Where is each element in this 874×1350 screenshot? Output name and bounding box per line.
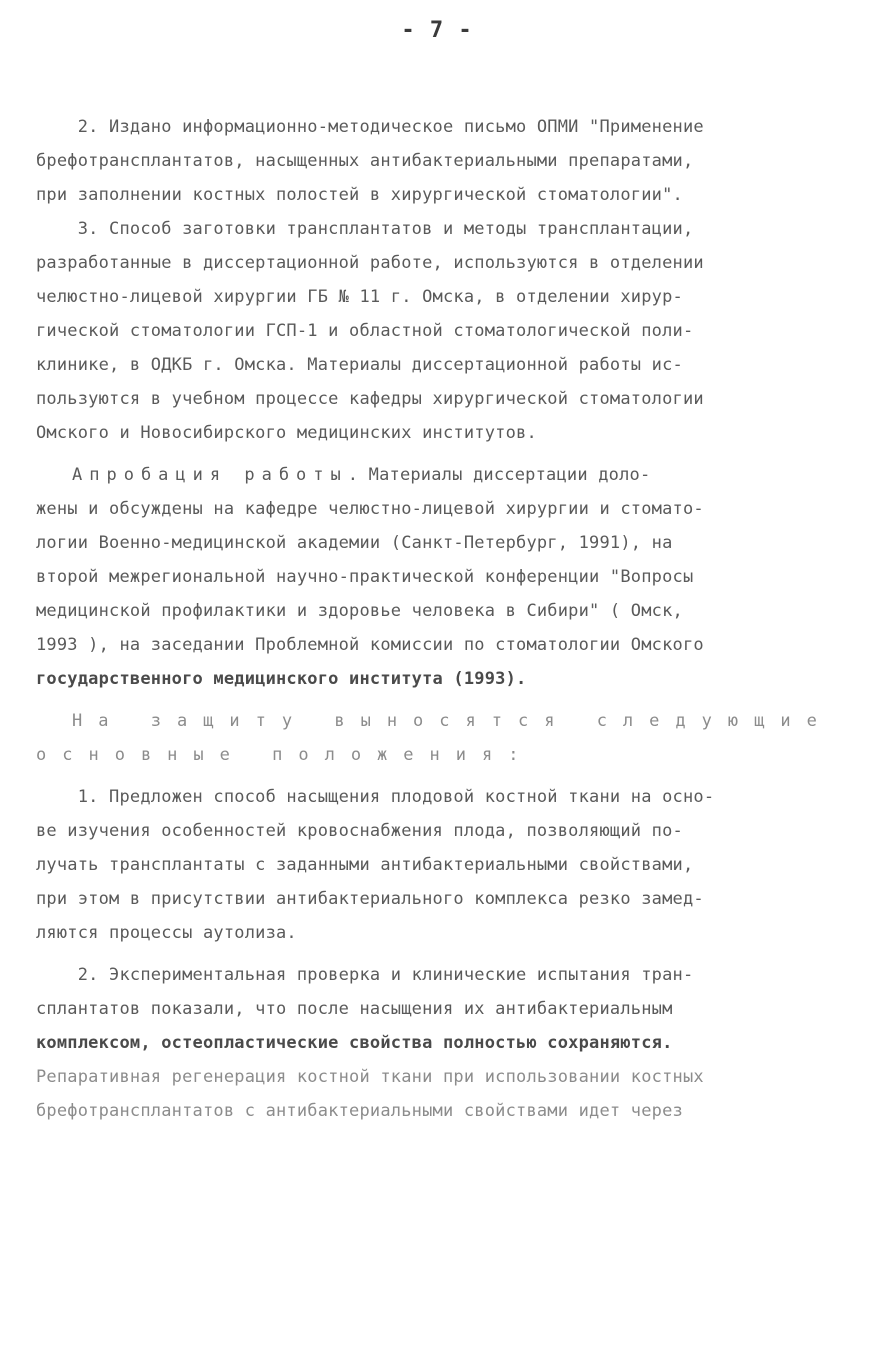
text-line bbox=[36, 458, 846, 492]
text-line: ляются процессы аутолиза. bbox=[36, 923, 297, 943]
text-line: Омского и Новосибирского медицинских институтов. bbox=[36, 423, 537, 443]
defense-heading-line-2: основные положения: bbox=[36, 745, 535, 765]
text-line: государственного медицинского института (1993). bbox=[36, 669, 527, 689]
text-line bbox=[36, 704, 846, 738]
text-line: 1993 ), на заседании Проблемной комиссии по стоматологии Омского bbox=[36, 635, 704, 655]
text-line: при этом в присутствии антибактериального комплекса резко замед- bbox=[36, 889, 704, 909]
text-line: клинике, в ОДКБ г. Омска. Материалы диссертационной работы ис- bbox=[36, 355, 683, 375]
page-number: - 7 - bbox=[401, 18, 473, 43]
text-line: медицинской профилактики и здоровье человека в Сибири" ( Омск, bbox=[36, 601, 683, 621]
body-text bbox=[36, 110, 846, 1128]
defense-heading-line-1: На защиту выносятся следующие bbox=[72, 711, 833, 731]
text-line: ве изучения особенностей кровоснабжения плода, позволяющий по- bbox=[36, 821, 683, 841]
text-line: разработанные в диссертационной работе, используются в отделении bbox=[36, 253, 704, 273]
text-line: челюстно-лицевой хирургии ГБ № 11 г. Омска, в отделении хирур- bbox=[36, 287, 683, 307]
text-line: жены и обсуждены на кафедре челюстно-лицевой хирургии и стомато- bbox=[36, 499, 704, 519]
text-line: второй межрегиональной научно-практической конференции "Вопросы bbox=[36, 567, 694, 587]
text-line: логии Военно-медицинской академии (Санкт-Петербург, 1991), на bbox=[36, 533, 673, 553]
text-line: 3. Способ заготовки трансплантатов и методы трансплантации, bbox=[36, 219, 694, 239]
text-line: Репаративная регенерация костной ткани при использовании костных bbox=[36, 1067, 704, 1087]
approbation-heading: Апробация работы bbox=[72, 465, 348, 485]
text-line: гической стоматологии ГСП-1 и областной стоматологической поли- bbox=[36, 321, 694, 341]
text-line: 2. Издано информационно-методическое письмо ОПМИ "Применение bbox=[36, 117, 704, 137]
paragraph-item-2 bbox=[36, 110, 846, 212]
text-line: сплантатов показали, что после насыщения их антибактериальным bbox=[36, 999, 673, 1019]
text-line: пользуются в учебном процессе кафедры хирургической стоматологии bbox=[36, 389, 704, 409]
defense-item-2 bbox=[36, 958, 846, 1128]
defense-heading bbox=[36, 704, 846, 772]
approbation-section bbox=[36, 458, 846, 696]
defense-item-1 bbox=[36, 780, 846, 950]
text-line: лучать трансплантаты с заданными антибактериальными свойствами, bbox=[36, 855, 694, 875]
text-line: 2. Экспериментальная проверка и клинические испытания тран- bbox=[36, 965, 694, 985]
approbation-first-line: . Материалы диссертации доло- bbox=[347, 465, 651, 485]
text-line bbox=[36, 738, 846, 772]
text-line: при заполнении костных полостей в хирургической стоматологии". bbox=[36, 185, 683, 205]
paragraph-item-3 bbox=[36, 212, 846, 450]
text-line: брефотрансплантатов с антибактериальными свойствами идет через bbox=[36, 1101, 683, 1121]
text-line: брефотрансплантатов, насыщенных антибактериальными препаратами, bbox=[36, 151, 694, 171]
text-line: комплексом, остеопластические свойства полностью сохраняются. bbox=[36, 1033, 673, 1053]
text-line: 1. Предложен способ насыщения плодовой костной ткани на осно- bbox=[36, 787, 715, 807]
